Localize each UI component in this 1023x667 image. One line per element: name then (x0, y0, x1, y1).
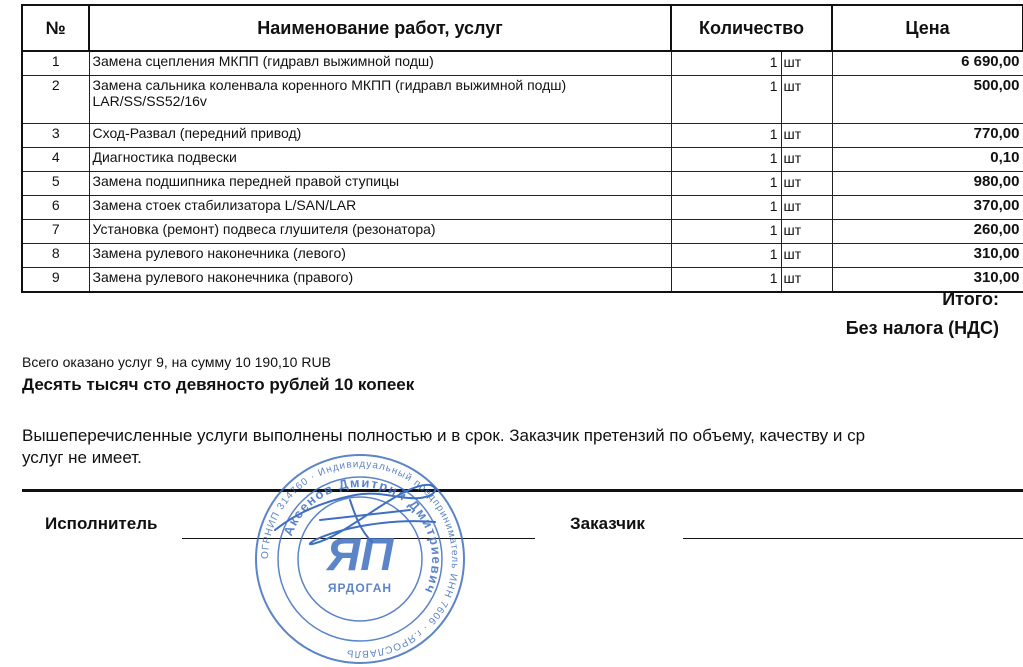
row-qty: 1 (671, 51, 781, 76)
row-num: 2 (22, 76, 89, 124)
row-num: 7 (22, 220, 89, 244)
row-qty: 1 (671, 76, 781, 124)
row-qty: 1 (671, 124, 781, 148)
row-unit: шт (781, 148, 832, 172)
stamp-brand: ЯРДОГАН (327, 581, 393, 595)
sum-in-words: Десять тысяч сто девяносто рублей 10 копеек (22, 375, 415, 394)
table-row (22, 148, 1023, 172)
row-price: 310,00 (832, 244, 1023, 268)
stamp-outer-text: ОГРНИП 314760 · Индивидуальный предприниматель ИНН 7606 · г.ЯРОСЛАВЛЬ (259, 458, 461, 660)
table-row (22, 196, 1023, 220)
total-label: Итого: (942, 289, 999, 309)
row-service-name: Замена сальника коленвала коренного МКПП (гидравл выжимной подш) LAR/SS/SS52/16v (89, 76, 671, 124)
row-qty: 1 (671, 172, 781, 196)
row-price: 0,10 (832, 148, 1023, 172)
row-price: 370,00 (832, 196, 1023, 220)
header-qty: Количество (671, 5, 832, 51)
stamp-inner-ring (298, 497, 422, 621)
tax-label: Без налога (НДС) (845, 318, 999, 338)
services-summary: Всего оказано услуг 9, на сумму 10 190,10 RUB (22, 354, 331, 370)
row-service-name: Замена рулевого наконечника (правого) (89, 268, 671, 293)
row-service-name: Диагностика подвески (89, 148, 671, 172)
stamp-logo: ЯП (326, 528, 394, 580)
row-num: 5 (22, 172, 89, 196)
row-unit: шт (781, 51, 832, 76)
table-row (22, 172, 1023, 196)
header-num: № (22, 5, 89, 51)
row-price: 980,00 (832, 172, 1023, 196)
table-row (22, 220, 1023, 244)
statement-line-2: услуг не имеет. (22, 448, 142, 467)
row-price: 500,00 (832, 76, 1023, 124)
row-service-name: Замена подшипника передней правой ступицы (89, 172, 671, 196)
executor-signature-line (182, 538, 535, 539)
executor-label: Исполнитель (45, 514, 158, 533)
row-qty: 1 (671, 244, 781, 268)
row-unit: шт (781, 124, 832, 148)
row-qty: 1 (671, 196, 781, 220)
row-service-name: Замена рулевого наконечника (левого) (89, 244, 671, 268)
row-unit: шт (781, 220, 832, 244)
row-service-name: Установка (ремонт) подвеса глушителя (резонатора) (89, 220, 671, 244)
services-table (21, 4, 1023, 293)
separator-line (22, 489, 1023, 492)
table-row (22, 244, 1023, 268)
table-row (22, 51, 1023, 76)
statement-line-1: Вышеперечисленные услуги выполнены полностью и в срок. Заказчик претензий по объему, качеству и ср (22, 426, 866, 445)
row-num: 1 (22, 51, 89, 76)
services-body (22, 51, 1023, 292)
row-unit: шт (781, 172, 832, 196)
table-row (22, 124, 1023, 148)
header-name: Наименование работ, услуг (89, 5, 671, 51)
row-unit: шт (781, 244, 832, 268)
row-qty: 1 (671, 268, 781, 293)
row-qty: 1 (671, 148, 781, 172)
stamp-middle-ring (278, 474, 445, 641)
row-num: 9 (22, 268, 89, 293)
row-service-name: Сход-Развал (передний привод) (89, 124, 671, 148)
row-qty: 1 (671, 220, 781, 244)
table-header-row (22, 5, 1023, 51)
row-unit: шт (781, 76, 832, 124)
svg-text:Аксенов Дмитрий Дмитриевич (280, 475, 444, 597)
row-num: 6 (22, 196, 89, 220)
row-num: 3 (22, 124, 89, 148)
row-service-name: Замена стоек стабилизатора L/SAN/LAR (89, 196, 671, 220)
row-price: 260,00 (832, 220, 1023, 244)
stamp-inner-text: Аксенов Дмитрий Дмитриевич (280, 474, 445, 597)
company-stamp (253, 452, 467, 666)
handwritten-signature (260, 470, 470, 560)
row-price: 6 690,00 (832, 51, 1023, 76)
row-num: 8 (22, 244, 89, 268)
completion-statement (22, 425, 1023, 469)
table-row (22, 76, 1023, 124)
row-price: 310,00 (832, 268, 1023, 293)
customer-signature-line (683, 538, 1023, 539)
header-price: Цена (832, 5, 1023, 51)
customer-label: Заказчик (570, 514, 645, 533)
row-price: 770,00 (832, 124, 1023, 148)
row-num: 4 (22, 148, 89, 172)
row-unit: шт (781, 268, 832, 293)
row-unit: шт (781, 196, 832, 220)
row-service-name: Замена сцепления МКПП (гидравл выжимной подш) (89, 51, 671, 76)
stamp-outer-ring (256, 455, 464, 663)
table-row (22, 268, 1023, 293)
